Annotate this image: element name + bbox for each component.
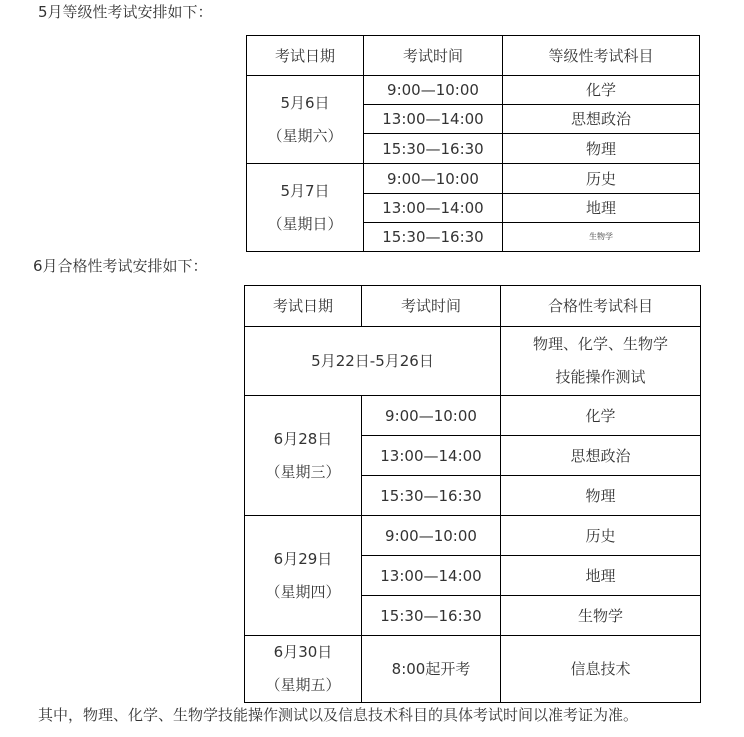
date-cell [247,76,364,164]
exam-time: 9:00—10:00 [362,516,501,556]
table-row [245,327,701,396]
exam-time: 13:00—14:00 [364,105,503,134]
exam-time: 13:00—14:00 [362,556,501,596]
exam-weekday: （星期日） [267,214,343,233]
exam-subject: 生物学 [503,223,700,252]
exam-date: 6月29日 [273,549,333,568]
exam-subject: 生物学 [501,596,701,636]
table-row [245,516,701,556]
exam-weekday: （星期五） [265,676,341,694]
table-row [245,396,701,436]
exam-subject: 地理 [503,194,700,223]
header-date: 考试日期 [245,286,362,327]
exam-subject: 信息技术 [501,636,701,703]
date-cell [245,516,362,636]
exam-time: 9:00—10:00 [362,396,501,436]
subject-line: 物理、化学、生物学 [532,335,668,353]
exam-weekday: （星期六） [267,126,343,145]
date-range-cell: 5月22日-5月26日 [245,327,501,396]
table-row [247,164,700,194]
exam-time: 9:00—10:00 [364,76,503,105]
exam-subject: 地理 [501,556,701,596]
header-subject: 合格性考试科目 [501,286,701,327]
exam-weekday: （星期三） [265,462,341,481]
exam-subject: 思想政治 [503,105,700,134]
exam-subject: 历史 [503,164,700,194]
exam-subject: 化学 [501,396,701,436]
exam-weekday: （星期四） [265,582,341,601]
exam-subject: 物理 [503,134,700,164]
exam-subject: 化学 [503,76,700,105]
table-row [245,636,701,703]
section1-heading: 5月等级性考试安排如下： [38,3,213,21]
exam-time: 15:30—16:30 [362,476,501,516]
header-subject: 等级性考试科目 [503,36,700,76]
exam-time: 15:30—16:30 [362,596,501,636]
date-cell [247,164,364,252]
pass-exam-table [244,285,701,703]
exam-time: 8:00起开考 [362,636,501,703]
footnote: 其中，物理、化学、生物学技能操作测试以及信息技术科目的具体考试时间以准考证为准。 [38,706,639,724]
exam-date: 5月6日 [280,93,330,112]
exam-date: 6月30日 [273,643,333,661]
exam-time: 13:00—14:00 [364,194,503,223]
date-cell [245,396,362,516]
header-time: 考试时间 [364,36,503,76]
exam-time: 9:00—10:00 [364,164,503,194]
section2-heading: 6月合格性考试安排如下： [33,257,208,275]
exam-subject: 历史 [501,516,701,556]
exam-subject: 思想政治 [501,436,701,476]
level-exam-table [246,35,700,252]
exam-date: 5月7日 [280,181,330,200]
subject-line: 技能操作测试 [555,368,646,386]
exam-time: 15:30—16:30 [364,223,503,252]
table-header-row [247,36,700,76]
exam-subject: 物理 [501,476,701,516]
table-header-row [245,286,701,327]
exam-time: 15:30—16:30 [364,134,503,164]
table-row [247,76,700,105]
range-subject-cell [501,327,701,396]
header-time: 考试时间 [362,286,501,327]
header-date: 考试日期 [247,36,364,76]
exam-time: 13:00—14:00 [362,436,501,476]
date-cell [245,636,362,703]
exam-date: 6月28日 [273,429,333,448]
